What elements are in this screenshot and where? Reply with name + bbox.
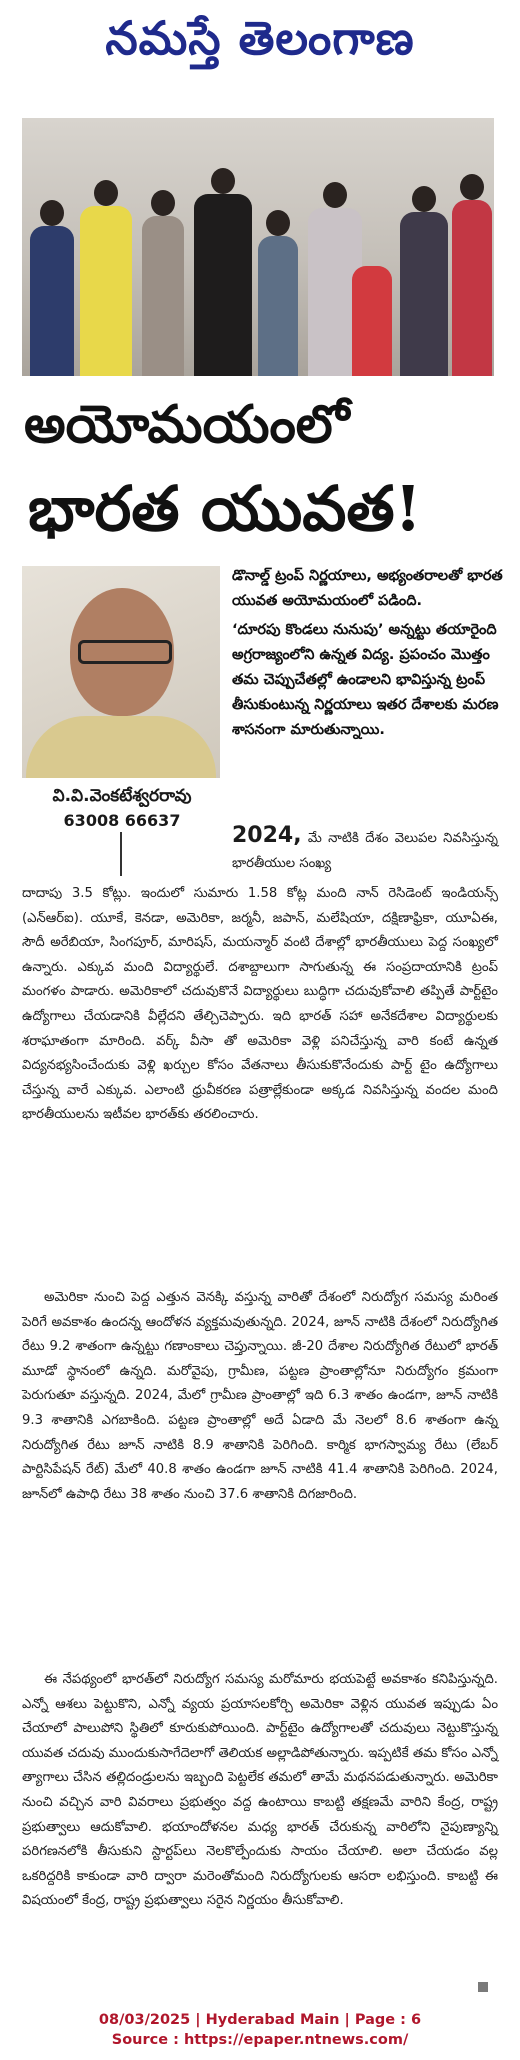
paragraph-2: [22, 1286, 498, 1507]
paragraph-1-rest: దాదాపు 3.5 కోట్లు. ఇందులో సుమారు 1.58 కోట్ల మంది నాన్ రెసిడెంట్ ఇండియన్స్ (ఎన్ఆర్ఐ). యూకే, కెనడా, అమెరికా, జర్మనీ, జపాన్, మలేషియా, దక్షిణాఫ్రికా, యూఏఈ, సౌదీ అరేబియా, సింగపూర్, మారిషస్, మయన్మార్ వంటి దేశాల్లో భారతీయులు పెద్ద సంఖ్యలో ఉన్నారు. ఎక్కువ మంది విద్యార్థులే. దశాబ్దాలుగా సాగుతున్న ఈ సంప్రదాయానికి ట్రంప్ మంగళం పాడారు. అమెరికాలో చదువుకొనే విద్యార్థులు బుద్ధిగా చదువుకోవాలి తప్పితే పార్ట్‌టైం ఉద్యోగాలు చేయడానికి వీల్లేదని తేల్చిచెప్పారు. ఇది భారత్ సహా అనేకదేశాల విద్యార్థులకు శరాఘాతంగా మారింది. వర్క్ వీసా తో అమెరికా వెళ్లి పనిచేస్తున్న వారి కంటే ఉన్నత విద్యనభ్యసించేందుకు వెళ్లి ఖర్చుల కోసం వేతనాలు తీసుకుకొనేందుకు పార్ట్ టైం ఉద్యోగాలు చేస్తున్న వారే ఎక్కువ. ఎలాంటి ధ్రువీకరణ పత్రాల్లేకుండా అక్కడ నివసిస్తున్న వందల మంది భారతీయులను ఇటీవల భారత్‌కు తరలించారు.: [22, 886, 498, 1123]
photo-figure: [400, 212, 448, 376]
byline-divider: [120, 832, 122, 876]
paragraph-1-lead: [232, 824, 498, 876]
masthead-title: నమస్తే తెలంగాణ: [105, 11, 415, 65]
airport-crowd-photo: [22, 118, 494, 376]
masthead: [0, 6, 520, 70]
photo-figure: [258, 236, 298, 376]
photo-figure: [452, 200, 492, 376]
author-phone: 63008 66637: [63, 811, 181, 830]
paragraph-1: [22, 882, 498, 1128]
photo-figure: [80, 206, 132, 376]
paragraph-3-text: ఈ నేపథ్యంలో భారత్‌లో నిరుద్యోగ సమస్య మరోమారు భయపెట్టే అవకాశం కనిపిస్తున్నది. ఎన్నో ఆశలు పెట్టుకొని, ఎన్నో వ్యయ ప్రయాసలకోర్చి అమెరికా వెళ్లిన యువత ఇప్పుడు ఏం చేయాలో పాలుపోని స్థితిలో కూరుకుపోయింది. పార్ట్‌టైం ఉద్యోగాలతో చదువులు నెట్టుకొస్తున్న యువత చదువు ముందుకుసాగేదెలాగో తెలియక అల్లాడిపోతున్నారు. ఇప్పటికే తమ కోసం ఎన్నో త్యాగాలు చేసిన తల్లిదండ్రులను ఇబ్బంది పెట్టలేక తమలో తామే మథనపడుతున్నారు. అమెరికా నుంచి వచ్చిన వారి వివరాలు ప్రభుత్వం వద్ద ఉంటాయి కాబట్టి తక్షణమే వారిని కేంద్ర, రాష్ట్ర ప్రభుత్వాలు ఆదుకోవాలి. భయాందోళనల మధ్య భారత్ చేరుకున్న వారిలోని నైపుణ్యాన్ని పరిగణనలోకి తీసుకుని స్టార్టప్‌లు నెలకొల్పేందుకు సాయం చేయాలి. అలా చేయడం వల్ల ఒకరిద్దరికి కాకుండా వారి ద్వారా మరెంతోమంది నిరుద్యోగులకు ఆసరా లభిస్తుంది. కాబట్టి ఈ విషయంలో కేంద్ర, రాష్ట్ర ప్రభుత్వాలు సరైన నిర్ణయం తీసుకోవాలి.: [22, 1672, 498, 1909]
footer-source: Source : https://epaper.ntnews.com/: [111, 2032, 409, 2048]
paragraph-2-text: అమెరికా నుంచి పెద్ద ఎత్తున వెనక్కి వస్తున్న వారితో దేశంలో నిరుద్యోగ సమస్య మరింత పెరిగే అవకాశం ఉందన్న ఆందోళన వ్యక్తమవుతున్నది. 2024, జూన్ నాటికి దేశంలో నిరుద్యోగిత రేటు 9.2 శాతంగా ఉన్నట్టు గణాంకాలు చెప్తున్నాయి. జీ-20 దేశాల నిరుద్యోగిత రేటులో భారత్ మూడో స్థానంలో ఉన్నది. మరోవైపు, గ్రామీణ, పట్టణ ప్రాంతాల్లోనూ నిరుద్యోగం క్రమంగా పెరుగుతూ వస్తున్నది. 2024, మేలో గ్రామీణ ప్రాంతాల్లో ఇది 6.3 శాతం ఉండగా, జూన్ నాటికి 9.3 శాతానికి ఎగబాకింది. పట్టణ ప్రాంతాల్లో అదే ఏడాది మే నెలలో 8.6 శాతంగా ఉన్న నిరుద్యోగిత రేటు జూన్ నాటికి 8.9 శాతానికి పెరిగింది. కార్మిక భాగస్వామ్య రేటు (లేబర్ పార్టిసిపేషన్ రేట్) మేలో 40.8 శాతం ఉండగా జూన్ నాటికి 41.4 శాతానికి పెరిగింది. 2024, జూన్‌లో ఉపాధి రేటు 38 శాతం నుంచి 37.6 శాతానికి దిగజారింది.: [22, 1290, 498, 1502]
footer-edition: 08/03/2025 | Hyderabad Main | Page : 6: [98, 2012, 422, 2028]
article-end-mark: [478, 1982, 488, 1992]
author-name: వి.వి.వెంకటేశ్వరరావు: [52, 786, 192, 806]
photo-figure: [352, 266, 392, 376]
author-portrait: [22, 566, 220, 778]
paragraph-1-first: మే నాటికి దేశం వెలుపల నివసిస్తున్న భారతీయుల సంఖ్య: [232, 831, 498, 871]
photo-figure: [142, 216, 184, 376]
intro-paragraph: డొనాల్డ్ ట్రంప్ నిర్ణయాలు, అభ్యంతరాలతో భారత యువత అయోమయంలో పడింది.: [232, 568, 503, 609]
headline-line-1: అయోమయంలో: [24, 394, 350, 455]
headline-line-2: భారత యువత!: [28, 472, 422, 545]
lead-year: 2024,: [232, 823, 302, 848]
author-byline: [22, 784, 222, 832]
intro-paragraph: ‘దూరపు కొండలు నునుపు’ అన్నట్టు తయారైంది అగ్రరాజ్యంలోని ఉన్నత విద్య. ప్రపంచం మొత్తం తమ చెప్పుచేతల్లో ఉండాలని భావిస్తున్న ట్రంప్ తీసుకుంటున్న నిర్ణయాలు ఇతర దేశాలకు మరణ శాసనంగా మారుతున్నాయి.: [232, 622, 499, 738]
article-intro: [232, 564, 504, 747]
paragraph-3: [22, 1668, 498, 1914]
portrait-glasses: [78, 640, 172, 664]
photo-figure: [30, 226, 74, 376]
page-footer: [0, 2010, 520, 2050]
portrait-shirt: [26, 716, 216, 778]
photo-figure: [194, 194, 252, 376]
